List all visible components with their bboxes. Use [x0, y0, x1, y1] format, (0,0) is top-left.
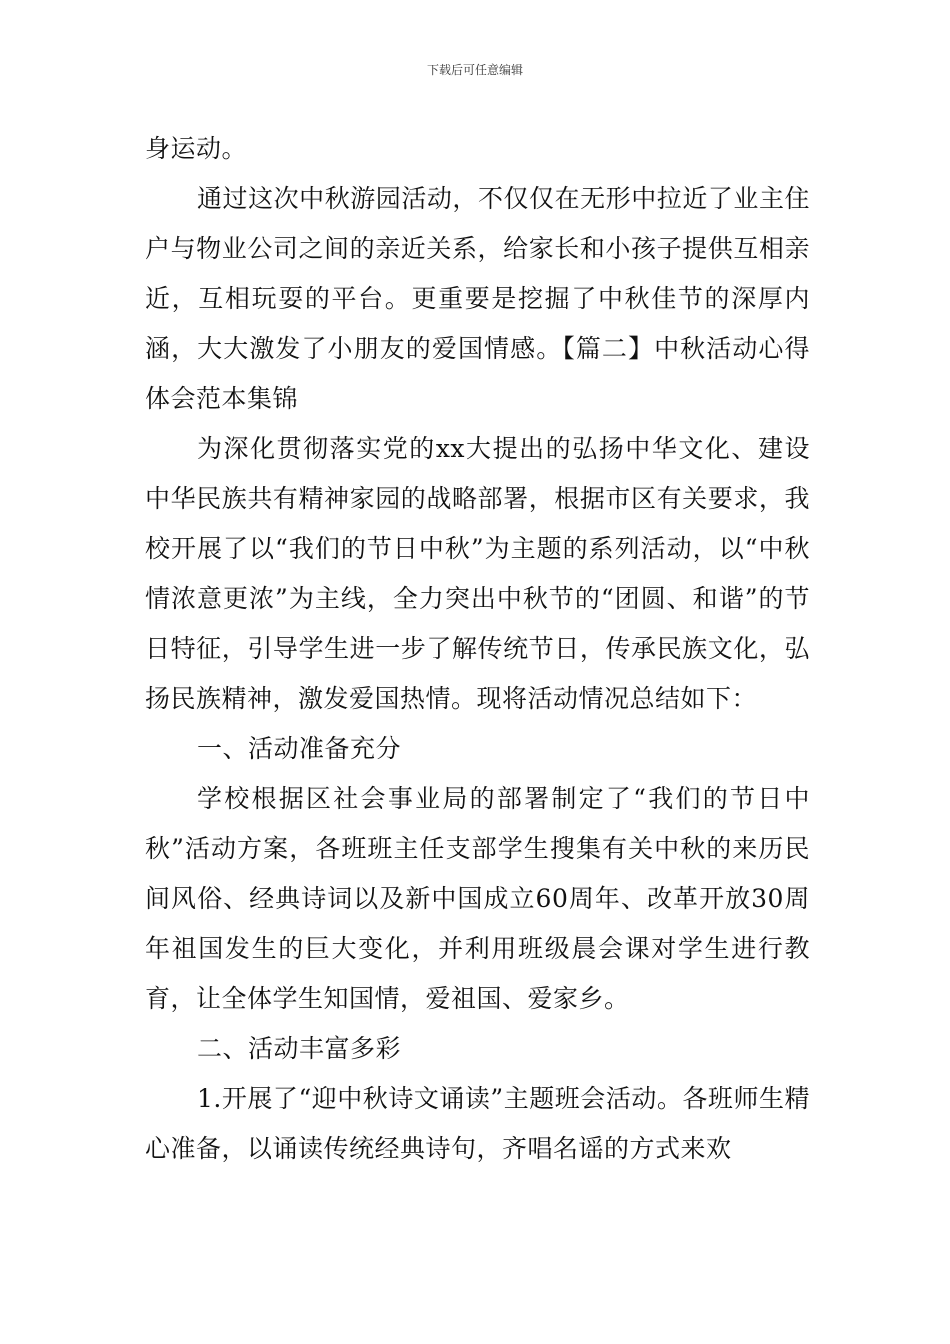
section-heading: 一、活动准备充分: [197, 734, 402, 763]
page-header: 下载后可任意编辑: [426, 63, 523, 77]
paragraph: 学校根据区社会事业局的部署制定了“我们的节日中秋”活动方案，各班班主任支部学生搜集有关中秋的来历民间风俗、经典诗词以及新中国成立60周年、改革开放30周年祖国发生的巨大变化，并利用班级晨会课对学生进行教育，让全体学生知国情，爱祖国、爱家乡。: [145, 784, 810, 1013]
section-heading: 二、活动丰富多彩: [197, 1034, 402, 1063]
paragraph: 通过这次中秋游园活动，不仅仅在无形中拉近了业主住户与物业公司之间的亲近关系，给家长和小孩子提供互相亲近，互相玩耍的平台。更重要是挖掘了中秋佳节的深厚内涵，大大激发了小朋友的爱国情感。【篇二】中秋活动心得体会范本集锦: [145, 184, 810, 413]
paragraph: 为深化贯彻落实党的xx大提出的弘扬中华文化、建设中华民族共有精神家园的战略部署，根据市区有关要求，我校开展了以“我们的节日中秋”为主题的系列活动，以“中秋情浓意更浓”为主线，全力突出中秋节的“团圆、和谐”的节日特征，引导学生进一步了解传统节日，传承民族文化，弘扬民族精神，激发爱国热情。现将活动情况总结如下：: [145, 434, 810, 713]
document-body: [145, 124, 810, 1174]
paragraph: 1.开展了“迎中秋诗文诵读”主题班会活动。各班师生精心准备，以诵读传统经典诗句，齐唱名谣的方式来欢: [145, 1084, 810, 1163]
paragraph: 身运动。: [145, 134, 248, 163]
